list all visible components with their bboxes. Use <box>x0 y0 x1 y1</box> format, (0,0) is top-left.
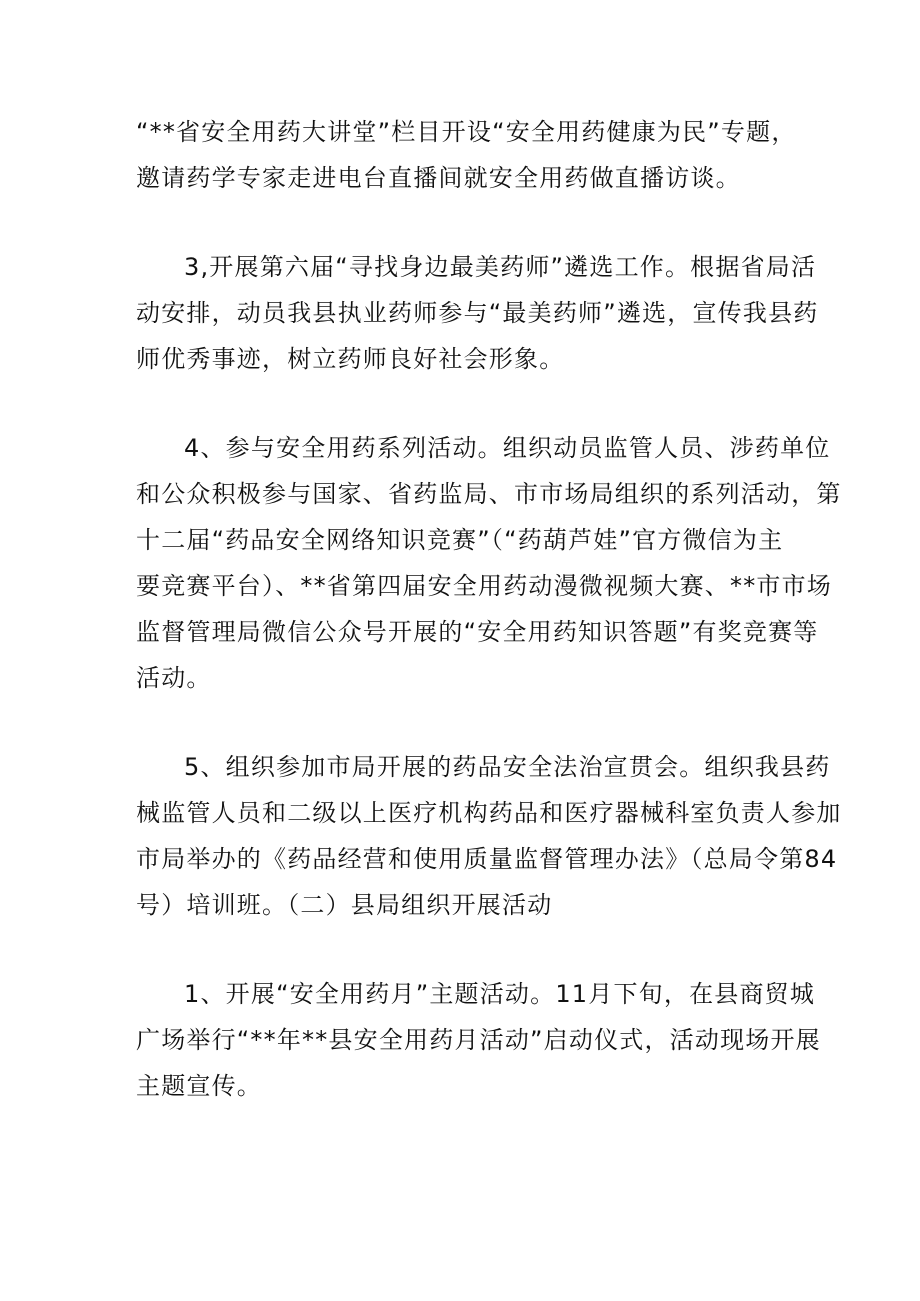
paragraph-3-line-6: 活动。 <box>136 664 212 692</box>
paragraph-4-line-4: 号）培训班。（二）县局组织开展活动 <box>136 891 553 919</box>
paragraph-3-line-2: 和公众积极参与国家、省药监局、市市场局组织的系列活动，第 <box>136 480 842 508</box>
paragraph-5-line-1: 1、开展“安全用药月”主题活动。11月下旬，在县商贸城 <box>184 980 816 1008</box>
paragraph-3-line-5: 监督管理局微信公众号开展的“安全用药知识答题”有奖竞赛等 <box>136 618 819 646</box>
paragraph-3-line-1: 4、参与安全用药系列活动。组织动员监管人员、涉药单位 <box>184 434 831 462</box>
paragraph-5-line-3: 主题宣传。 <box>136 1072 262 1100</box>
paragraph-5-line-2: 广场举行“**年**县安全用药月活动”启动仪式，活动现场开展 <box>136 1026 821 1054</box>
paragraph-1-line-1: “**省安全用药大讲堂”栏目开设“安全用药健康为民”专题， <box>136 118 797 146</box>
paragraph-2-line-3: 师优秀事迹，树立药师良好社会形象。 <box>136 345 565 373</box>
paragraph-3-line-3: 十二届“药品安全网络知识竞赛”（“药葫芦娃”官方微信为主 <box>136 526 784 554</box>
paragraph-3-line-4: 要竞赛平台）、**省第四届安全用药动漫微视频大赛、**市市场 <box>136 572 832 600</box>
paragraph-4-line-3: 市局举办的《药品经营和使用质量监督管理办法》（总局令第84 <box>136 845 838 873</box>
paragraph-4-line-2: 械监管人员和二级以上医疗机构药品和医疗器械科室负责人参加 <box>136 799 842 827</box>
paragraph-1-line-2: 邀请药学专家走进电台直播间就安全用药做直播访谈。 <box>136 164 741 192</box>
paragraph-2-line-2: 动安排，动员我县执业药师参与“最美药师”遴选，宣传我县药 <box>136 299 819 327</box>
paragraph-2-line-1: 3,开展第六届“寻找身边最美药师”遴选工作。根据省局活 <box>184 253 817 281</box>
paragraph-4-line-1: 5、组织参加市局开展的药品安全法治宣贯会。组织我县药 <box>184 753 831 781</box>
